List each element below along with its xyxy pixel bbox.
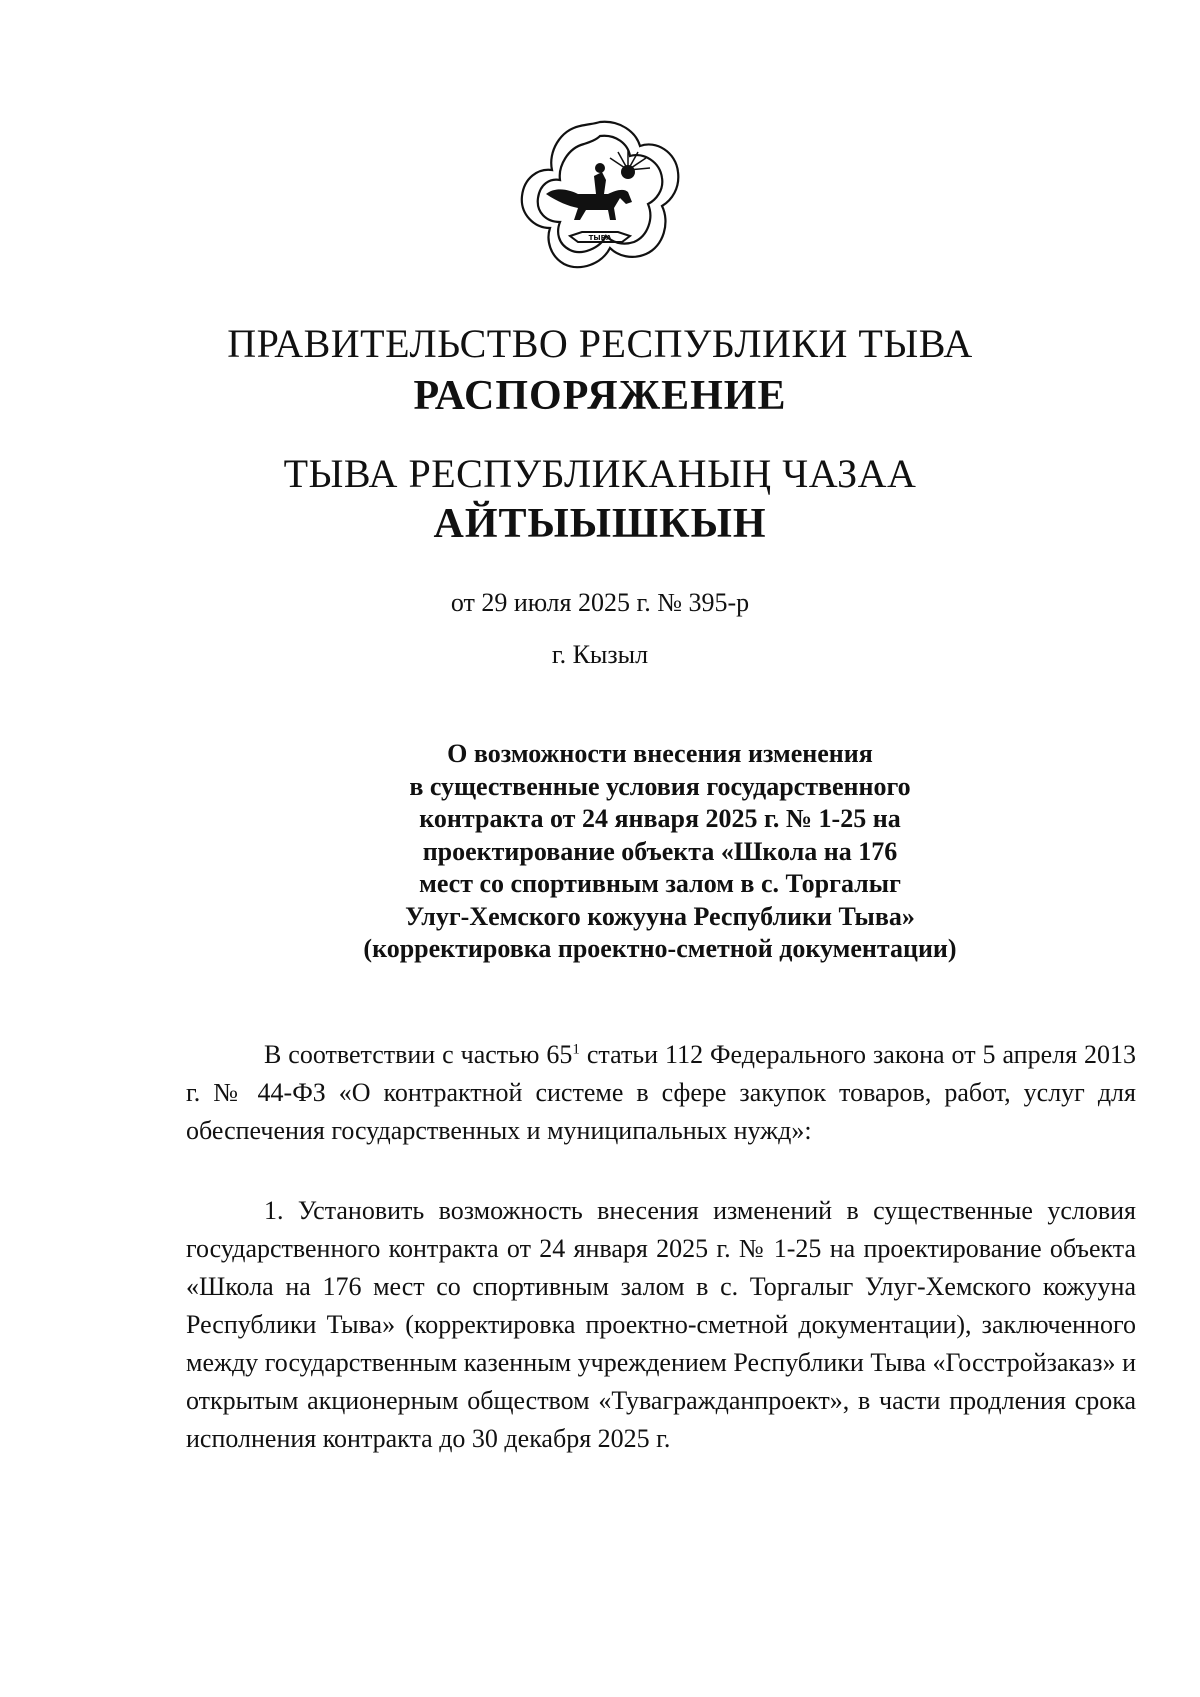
subject-line: проектирование объекта «Школа на 176 <box>422 836 898 866</box>
document-city: г. Кызыл <box>551 640 649 669</box>
document-type: РАСПОРЯЖЕНИЕ <box>413 373 787 419</box>
subject-line: (корректировка проектно-сметной документации) <box>363 934 957 963</box>
preamble-paragraph: В соответствии с частью $65^1$ статьи 112 Федерального закона от 5 апреля 2013 г. № 44-ФЗ «О контрактной системе в сфере закупок товаров, работ, услуг для обеспечения государственных и муниципальных нужд»: <box>186 1040 1136 1145</box>
government-title-tyvan: ТЫВА РЕСПУБЛИКАНЫҢ ЧАЗАА <box>283 451 917 496</box>
subject-line: О возможности внесения изменения <box>447 739 873 768</box>
document-date-number: от 29 июля 2025 г. № 395-р <box>450 588 750 617</box>
government-title: ПРАВИТЕЛЬСТВО РЕСПУБЛИКИ ТЫВА <box>227 321 973 366</box>
subject-line: мест со спортивным залом в с. Торгалыг <box>419 869 901 898</box>
subject-line: контракта от 24 января 2025 г. № 1-25 на <box>419 804 901 833</box>
document-subject <box>300 738 1020 966</box>
superscript: 1 <box>572 1041 580 1058</box>
subject-line: Улуг-Хемского кожууна Республики Тыва» <box>405 901 915 931</box>
republic-emblem-icon <box>516 116 684 276</box>
document-type-tyvan: АЙТЫЫШКЫН <box>433 501 767 547</box>
svg-text:ТЫВА: ТЫВА <box>588 234 612 242</box>
subject-line: в существенные условия государственного <box>409 771 911 801</box>
clause-1-paragraph: 1. Установить возможность внесения изменений в существенные условия государственного контракта от 24 января 2025 г. № 1-25 на проектирование объекта «Школа на 176 мест со спортивным залом в с. Торгалыг Улуг-Хемского кожууна Республики Тыва» (корректировка проектно-сметной документации), заключенного между государственным казенным учреждением Республики Тыва «Госстройзаказ» и открытым акционерным обществом «Тувагражданпроект», в части продления срока исполнения контракта до 30 декабря 2025 г. <box>186 1196 1136 1453</box>
